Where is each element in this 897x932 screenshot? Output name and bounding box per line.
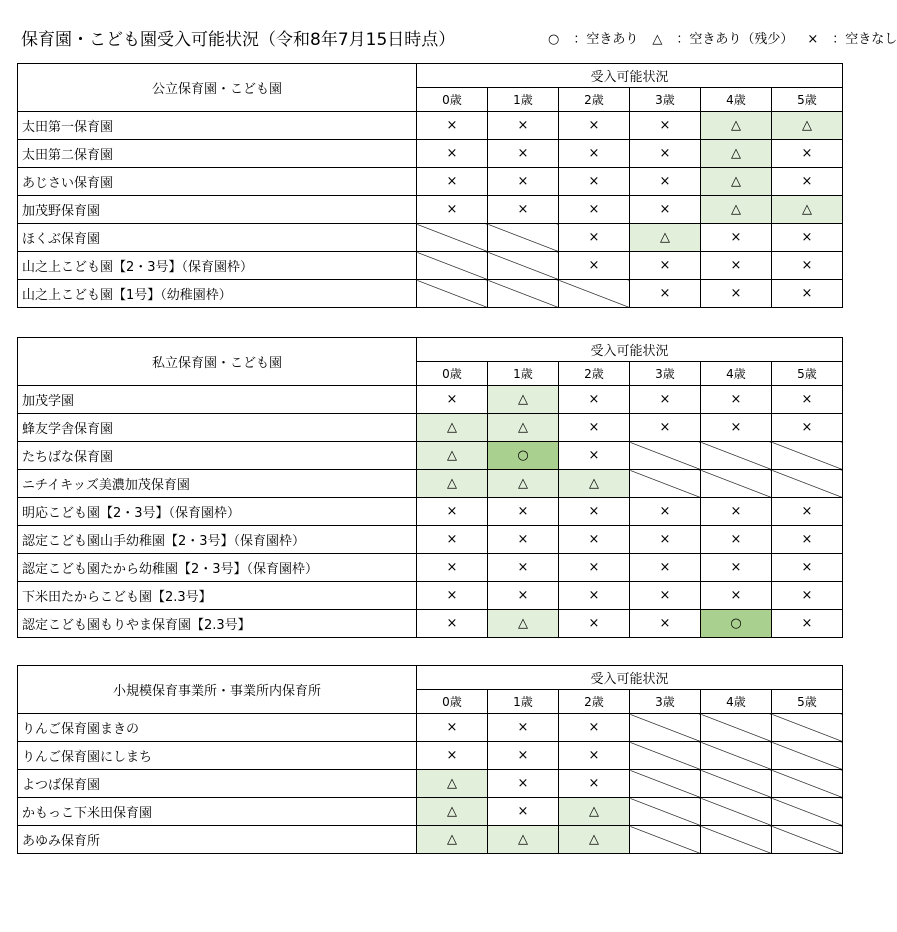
availability-cell: ×	[559, 582, 630, 610]
age-column-header: 0歳	[417, 690, 488, 714]
availability-cell: ×	[559, 554, 630, 582]
availability-header: 受入可能状況	[417, 64, 843, 88]
facility-row	[18, 168, 843, 196]
age-column-header: 3歳	[630, 362, 701, 386]
section-header: 小規模保育事業所・事業所内保育所	[18, 666, 417, 714]
availability-cell: ×	[772, 526, 843, 554]
availability-cell: △	[701, 196, 772, 224]
availability-cell: ×	[701, 554, 772, 582]
facility-row	[18, 798, 843, 826]
facility-row	[18, 280, 843, 308]
availability-cell: △	[701, 140, 772, 168]
not-applicable-cell	[772, 714, 843, 742]
facility-row	[18, 470, 843, 498]
legend-item-open	[548, 32, 638, 47]
age-column-header: 1歳	[488, 88, 559, 112]
availability-cell: ×	[630, 554, 701, 582]
availability-cell: ×	[488, 498, 559, 526]
availability-cell: ×	[701, 414, 772, 442]
availability-cell: ×	[559, 526, 630, 554]
availability-cell: ×	[559, 196, 630, 224]
not-applicable-cell	[701, 442, 772, 470]
facility-name: かもっこ下米田保育園	[18, 798, 417, 826]
availability-cell: △	[559, 470, 630, 498]
availability-cell: ×	[559, 414, 630, 442]
facility-name: ニチイキッズ美濃加茂保育園	[18, 470, 417, 498]
availability-cell: ×	[630, 498, 701, 526]
legend-symbol: △	[652, 32, 663, 47]
facility-name: 山之上こども園【2・3号】（保育園枠）	[18, 252, 417, 280]
not-applicable-cell	[630, 714, 701, 742]
availability-cell: ×	[559, 252, 630, 280]
facility-name: 山之上こども園【1号】（幼稚園枠）	[18, 280, 417, 308]
age-column-header: 5歳	[772, 362, 843, 386]
not-applicable-cell	[772, 470, 843, 498]
availability-cell: ×	[488, 140, 559, 168]
age-column-header: 4歳	[701, 690, 772, 714]
availability-cell: ○	[488, 442, 559, 470]
facility-name: あゆみ保育所	[18, 826, 417, 854]
facility-name: 明応こども園【2・3号】（保育園枠）	[18, 498, 417, 526]
availability-cell: ×	[417, 168, 488, 196]
not-applicable-cell	[772, 742, 843, 770]
facility-name: 認定こども園たから幼稚園【2・3号】（保育園枠）	[18, 554, 417, 582]
not-applicable-cell	[701, 470, 772, 498]
legend-symbol: ×	[807, 32, 819, 47]
availability-cell: ×	[630, 582, 701, 610]
availability-cell: ×	[772, 498, 843, 526]
not-applicable-cell	[701, 714, 772, 742]
availability-cell: ×	[559, 386, 630, 414]
availability-cell: ×	[559, 742, 630, 770]
facility-row	[18, 610, 843, 638]
availability-cell: ×	[559, 714, 630, 742]
facility-name: 加茂野保育園	[18, 196, 417, 224]
not-applicable-cell	[701, 742, 772, 770]
facility-row	[18, 498, 843, 526]
legend	[548, 28, 897, 47]
age-column-header: 2歳	[559, 690, 630, 714]
facility-row	[18, 526, 843, 554]
availability-cell: ×	[417, 610, 488, 638]
public-nursery-table	[17, 63, 843, 308]
availability-cell: ×	[417, 112, 488, 140]
age-column-header: 4歳	[701, 88, 772, 112]
availability-cell: ×	[630, 112, 701, 140]
availability-cell: ×	[488, 554, 559, 582]
legend-text: ：空きなし	[832, 32, 897, 47]
not-applicable-cell	[630, 470, 701, 498]
availability-cell: △	[772, 112, 843, 140]
availability-cell: ×	[417, 714, 488, 742]
availability-cell: ×	[559, 112, 630, 140]
availability-cell: ×	[701, 582, 772, 610]
availability-cell: ×	[772, 386, 843, 414]
availability-cell: ×	[630, 140, 701, 168]
facility-name: あじさい保育園	[18, 168, 417, 196]
small-scale-nursery-table	[17, 665, 843, 854]
page-title: 保育園・こども園受入可能状況（令和8年7月15日時点）	[21, 30, 456, 50]
availability-header: 受入可能状況	[417, 338, 843, 362]
age-column-header: 2歳	[559, 362, 630, 386]
facility-row	[18, 714, 843, 742]
not-applicable-cell	[417, 224, 488, 252]
facility-name: りんご保育園にしまち	[18, 742, 417, 770]
not-applicable-cell	[559, 280, 630, 308]
availability-cell: ×	[559, 140, 630, 168]
availability-cell: ×	[417, 386, 488, 414]
availability-cell: ×	[488, 196, 559, 224]
availability-cell: ×	[488, 582, 559, 610]
facility-row	[18, 196, 843, 224]
availability-header: 受入可能状況	[417, 666, 843, 690]
availability-cell: △	[488, 414, 559, 442]
not-applicable-cell	[701, 770, 772, 798]
availability-cell: ×	[488, 798, 559, 826]
facility-row	[18, 386, 843, 414]
availability-cell: △	[772, 196, 843, 224]
section-header: 公立保育園・こども園	[18, 64, 417, 112]
not-applicable-cell	[772, 770, 843, 798]
facility-row	[18, 554, 843, 582]
facility-name: りんご保育園まきの	[18, 714, 417, 742]
availability-cell: △	[488, 386, 559, 414]
section-header: 私立保育園・こども園	[18, 338, 417, 386]
availability-cell: ×	[701, 280, 772, 308]
availability-cell: ×	[488, 770, 559, 798]
facility-row	[18, 112, 843, 140]
availability-cell: ×	[701, 526, 772, 554]
not-applicable-cell	[630, 442, 701, 470]
availability-cell: ×	[630, 610, 701, 638]
facility-name: たちばな保育園	[18, 442, 417, 470]
availability-cell: ×	[701, 224, 772, 252]
availability-cell: △	[417, 414, 488, 442]
availability-cell: ×	[488, 526, 559, 554]
availability-cell: ×	[417, 196, 488, 224]
facility-row	[18, 582, 843, 610]
availability-cell: ×	[701, 498, 772, 526]
age-column-header: 3歳	[630, 690, 701, 714]
availability-cell: ×	[559, 498, 630, 526]
not-applicable-cell	[630, 798, 701, 826]
availability-cell: ×	[488, 742, 559, 770]
availability-cell: ×	[488, 168, 559, 196]
facility-name: 認定こども園山手幼稚園【2・3号】（保育園枠）	[18, 526, 417, 554]
legend-item-limited	[652, 32, 793, 47]
facility-row	[18, 826, 843, 854]
facility-name: 太田第二保育園	[18, 140, 417, 168]
availability-cell: △	[701, 168, 772, 196]
age-column-header: 0歳	[417, 88, 488, 112]
availability-cell: ×	[772, 224, 843, 252]
availability-cell: △	[417, 470, 488, 498]
availability-cell: ×	[559, 442, 630, 470]
legend-symbol: ○	[548, 32, 560, 47]
age-column-header: 2歳	[559, 88, 630, 112]
not-applicable-cell	[772, 798, 843, 826]
availability-cell: ×	[417, 582, 488, 610]
not-applicable-cell	[630, 742, 701, 770]
availability-cell: ×	[630, 196, 701, 224]
availability-cell: ×	[772, 168, 843, 196]
not-applicable-cell	[772, 442, 843, 470]
private-nursery-table	[17, 337, 843, 638]
availability-cell: ×	[488, 112, 559, 140]
availability-cell: △	[417, 770, 488, 798]
facility-name: 太田第一保育園	[18, 112, 417, 140]
availability-cell: △	[417, 442, 488, 470]
availability-cell: ×	[417, 140, 488, 168]
not-applicable-cell	[630, 826, 701, 854]
age-column-header: 1歳	[488, 362, 559, 386]
availability-cell: ×	[630, 280, 701, 308]
availability-cell: ×	[772, 554, 843, 582]
availability-cell: ×	[417, 554, 488, 582]
facility-row	[18, 414, 843, 442]
availability-cell: ×	[772, 252, 843, 280]
facility-name: ほくぶ保育園	[18, 224, 417, 252]
availability-cell: ×	[701, 252, 772, 280]
age-column-header: 5歳	[772, 88, 843, 112]
not-applicable-cell	[488, 224, 559, 252]
facility-name: よつば保育園	[18, 770, 417, 798]
availability-cell: ×	[772, 610, 843, 638]
availability-cell: ×	[559, 770, 630, 798]
availability-cell: △	[488, 826, 559, 854]
not-applicable-cell	[417, 252, 488, 280]
facility-row	[18, 742, 843, 770]
not-applicable-cell	[488, 280, 559, 308]
not-applicable-cell	[701, 798, 772, 826]
availability-cell: ×	[488, 714, 559, 742]
facility-name: 蜂友学舎保育園	[18, 414, 417, 442]
availability-cell: ×	[559, 610, 630, 638]
age-column-header: 0歳	[417, 362, 488, 386]
legend-text: ：空きあり（残少）	[676, 32, 794, 47]
facility-row	[18, 224, 843, 252]
facility-row	[18, 770, 843, 798]
not-applicable-cell	[772, 826, 843, 854]
availability-cell: ×	[630, 386, 701, 414]
not-applicable-cell	[701, 826, 772, 854]
availability-cell: ×	[559, 168, 630, 196]
availability-cell: △	[417, 798, 488, 826]
availability-cell: △	[417, 826, 488, 854]
not-applicable-cell	[488, 252, 559, 280]
facility-name: 加茂学園	[18, 386, 417, 414]
availability-cell: △	[559, 798, 630, 826]
availability-cell: △	[559, 826, 630, 854]
availability-cell: △	[488, 610, 559, 638]
availability-cell: ×	[630, 414, 701, 442]
availability-cell: ×	[630, 168, 701, 196]
availability-cell: ×	[701, 386, 772, 414]
not-applicable-cell	[417, 280, 488, 308]
legend-text: ：空きあり	[573, 32, 639, 47]
availability-cell: △	[488, 470, 559, 498]
availability-cell: ×	[772, 414, 843, 442]
availability-cell: ×	[417, 498, 488, 526]
availability-cell: ×	[559, 224, 630, 252]
availability-cell: △	[701, 112, 772, 140]
facility-row	[18, 252, 843, 280]
availability-cell: ○	[701, 610, 772, 638]
availability-cell: ×	[630, 252, 701, 280]
availability-cell: ×	[772, 280, 843, 308]
facility-row	[18, 140, 843, 168]
facility-row	[18, 442, 843, 470]
facility-name: 下米田たからこども園【2.3号】	[18, 582, 417, 610]
facility-name: 認定こども園もりやま保育園【2.3号】	[18, 610, 417, 638]
availability-cell: ×	[417, 742, 488, 770]
availability-cell: ×	[772, 582, 843, 610]
availability-cell: ×	[772, 140, 843, 168]
age-column-header: 5歳	[772, 690, 843, 714]
availability-cell: △	[630, 224, 701, 252]
not-applicable-cell	[630, 770, 701, 798]
age-column-header: 1歳	[488, 690, 559, 714]
age-column-header: 4歳	[701, 362, 772, 386]
legend-item-full	[807, 32, 897, 47]
availability-cell: ×	[630, 526, 701, 554]
availability-cell: ×	[417, 526, 488, 554]
age-column-header: 3歳	[630, 88, 701, 112]
